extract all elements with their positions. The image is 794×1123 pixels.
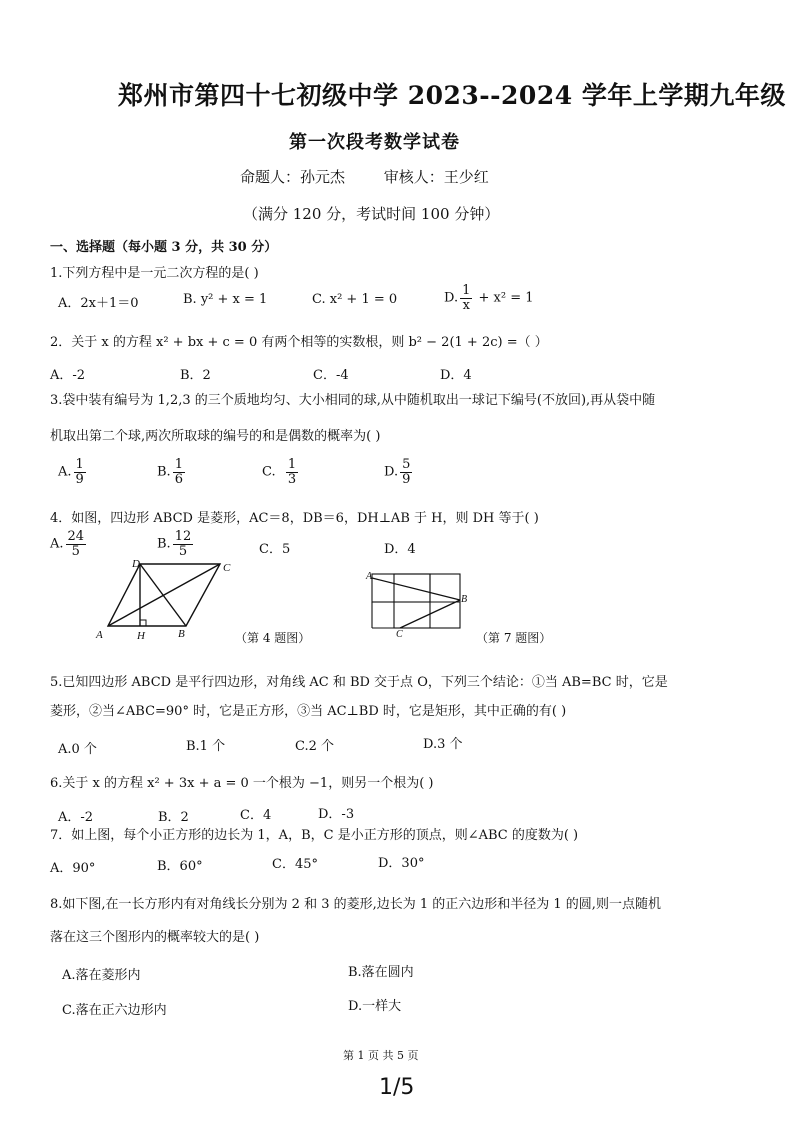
label-d: D (132, 558, 140, 570)
label-b: B (178, 628, 185, 640)
q4-option-a: A. $\frac{24}{5}$ (50, 529, 85, 559)
page-indicator: 1/5 (379, 1075, 415, 1100)
q1-option-b: B. y² + x = 1 (183, 292, 268, 307)
q2-stem: 2．关于 x 的方程 x² + bx + c = 0 有两个相等的实数根，则 b² − 2(1 + 2c) =（ ） (50, 335, 548, 350)
reviewer: 审核人：王少红 (383, 168, 489, 186)
label-b: B (461, 594, 468, 605)
label-c: C (396, 629, 403, 638)
figure-7-grid (364, 566, 476, 638)
q8-option-c: C.落在正六边形内 (62, 1003, 167, 1018)
q8-stem-line1: 8.如下图,在一长方形内有对角线长分别为 2 和 3 的菱形,边长为 1 的正六边形和半径为 1 的圆,则一点随机 (50, 897, 661, 912)
q2-option-a: A．-2 (50, 368, 86, 383)
q4-stem: 4．如图，四边形 ABCD 是菱形，AC＝8，DB＝6，DH⊥AB 于 H，则 DH 等于( ) (50, 511, 539, 526)
q8-option-a: A.落在菱形内 (62, 968, 141, 983)
q7-option-a: A．90° (50, 861, 96, 876)
q7-option-b: B．60° (157, 859, 203, 874)
q1-option-d (444, 284, 534, 312)
label-a: A (366, 571, 373, 582)
q8-option-b: B.落在圆内 (348, 965, 414, 980)
label-c: C (223, 562, 231, 574)
score-info: （满分 120 分，考试时间 100 分钟） (243, 205, 500, 223)
q1-option-d-label: D. (444, 290, 459, 306)
q1-option-c: C. x² + 1 = 0 (312, 292, 398, 307)
q5-stem-line2: 菱形，②当∠ABC=90° 时，它是正方形，③当 AC⊥BD 时，它是矩形，其中正确的有( ) (50, 704, 567, 719)
q2-option-d: D．4 (440, 368, 472, 383)
q1-option-a: A．2x＋1＝0 (58, 296, 139, 311)
q7-option-c: C．45° (272, 857, 318, 872)
q7-stem: 7．如上图，每个小正方形的边长为 1，A，B，C 是小正方形的顶点，则∠ABC 的度数为( ) (50, 828, 579, 843)
segment-ab (372, 578, 460, 600)
q5-stem-line1: 5.已知四边形 ABCD 是平行四边形，对角线 AC 和 BD 交于点 O，下列三个结论：①当 AB=BC 时，它是 (50, 675, 668, 690)
exam-title: 郑州市第四十七初级中学 2023--2024 学年上学期九年级 (118, 81, 786, 110)
author: 命题人：孙元杰 (240, 168, 346, 186)
q1-option-d-fraction: $\frac{1}{x}$ (462, 283, 471, 313)
page-footer: 第 1 页 共 5 页 (343, 1049, 419, 1062)
label-a: A (96, 629, 103, 641)
figure-4-rhombus (90, 558, 250, 644)
q8-option-d: D.一样大 (348, 999, 402, 1014)
q3-option-c: C. $\frac{1}{3}$ (262, 457, 297, 487)
q6-option-a: A．-2 (58, 810, 94, 825)
q6-option-d: D．-3 (318, 807, 355, 822)
q4-option-c: C．5 (259, 542, 291, 557)
q5-option-b: B.1 个 (186, 739, 226, 754)
q4-option-d: D．4 (384, 542, 416, 557)
q6-option-b: B．2 (158, 810, 189, 825)
q1-option-d-rest: + x² = 1 (478, 290, 534, 306)
exam-subtitle: 第一次段考数学试卷 (289, 132, 460, 153)
q5-option-c: C.2 个 (295, 739, 335, 754)
q6-option-c: C．4 (240, 808, 272, 823)
section-title: 一、选择题（每小题 3 分，共 30 分） (50, 240, 278, 255)
right-angle-mark (140, 620, 146, 626)
authors-line (240, 166, 489, 187)
grid-right (394, 574, 460, 628)
q6-stem: 6.关于 x 的方程 x² + 3x + a = 0 一个根为 −1，则另一个根为( ) (50, 776, 434, 791)
q3-stem-line2: 机取出第二个球,两次所取球的编号的和是偶数的概率为( ) (50, 429, 381, 444)
grid-upper (372, 574, 430, 602)
q3-option-d: D. $\frac{5}{9}$ (384, 457, 411, 487)
figure-7-caption: （第 7 题图） (476, 631, 552, 645)
q8-stem-line2: 落在这三个图形内的概率较大的是( ) (50, 930, 260, 945)
diagonal-bd (140, 564, 186, 626)
q3-stem-line1: 3.袋中装有编号为 1,2,3 的三个质地均匀、大小相同的球,从中随机取出一球记下编号(不放回),再从袋中随 (50, 393, 656, 408)
q3-option-b: B. $\frac{1}{6}$ (157, 457, 183, 487)
q4-option-b: B. $\frac{12}{5}$ (157, 529, 192, 559)
label-h: H (137, 630, 145, 642)
q1-stem: 1.下列方程中是一元二次方程的是( ) (50, 266, 259, 281)
figure-4-caption: （第 4 题图） (235, 631, 311, 645)
q5-option-a: A.0 个 (58, 742, 97, 757)
q3-option-a: A. $\frac{1}{9}$ (58, 457, 84, 487)
q5-option-d: D.3 个 (423, 737, 463, 752)
q7-option-d: D．30° (378, 856, 425, 871)
q2-option-b: B．2 (180, 368, 211, 383)
q2-option-c: C．-4 (313, 368, 349, 383)
